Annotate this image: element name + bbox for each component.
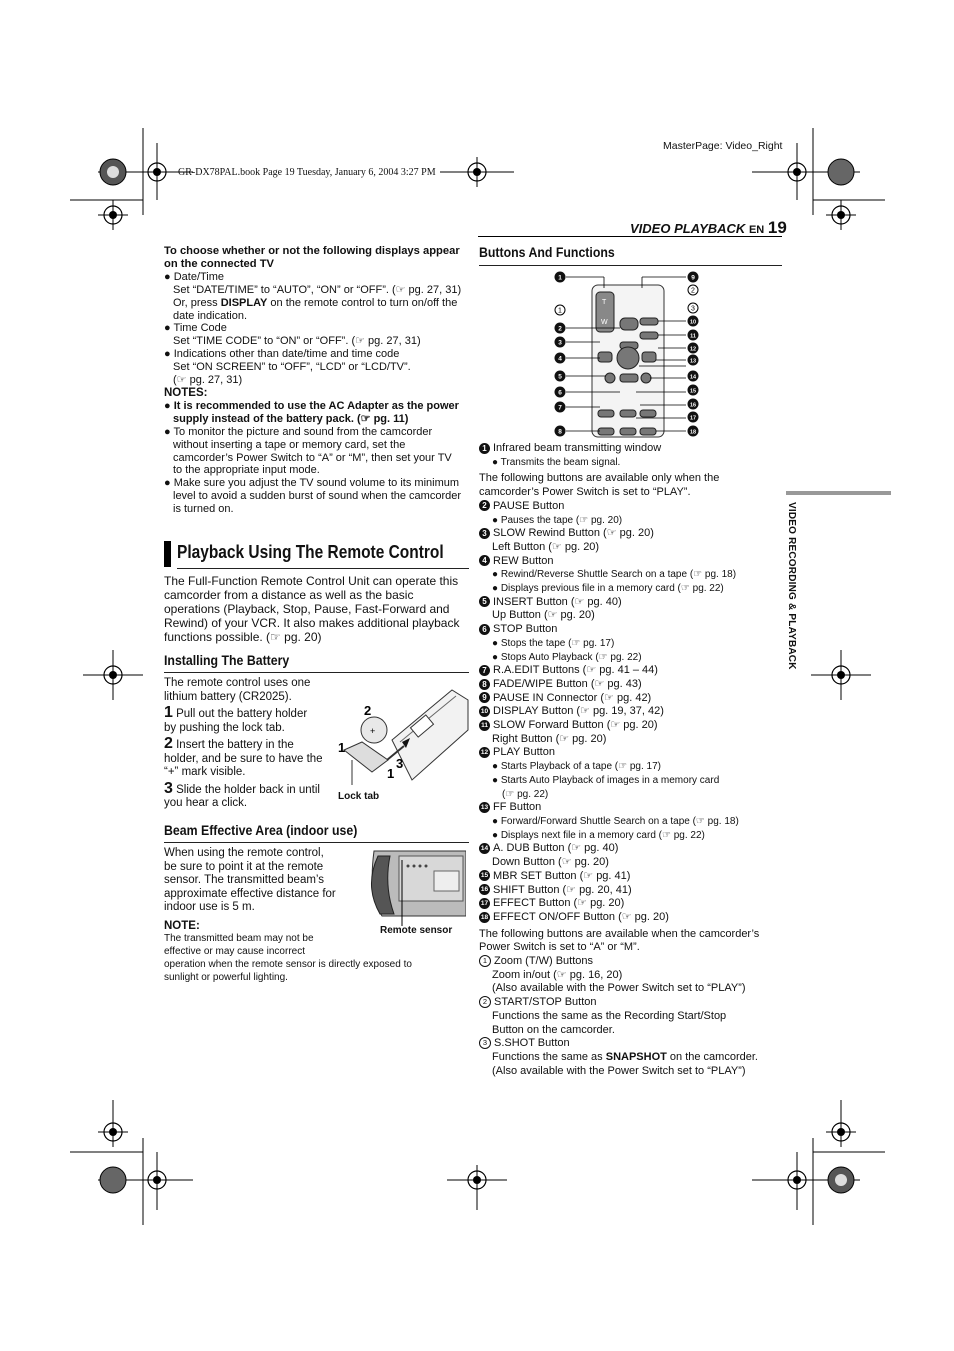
callout-12: 12 [689,346,697,353]
list-sub: Functions the same as the Recording Start/Stop [492,1009,727,1022]
indications-ref: (☞ pg. 27, 31) [173,374,243,387]
list-sub: Left Button (☞ pg. 20) [492,540,600,553]
note-line: operation when the remote sensor is directly exposed to [164,958,412,970]
display-options-section [164,245,469,516]
note-3c: is turned on. [173,503,234,516]
display-heading: To choose whether or not the following displays appear on the connected TV [164,245,460,270]
note-line: sunlight or powerful lighting. [164,971,288,983]
list-sub: ● Starts Playback of a tape (☞ pg. 17) [492,761,661,773]
intro-line: functions possible. (☞ pg. 20) [164,630,322,644]
beam-line: sensor. The transmitted beam’s [164,874,325,886]
note-line: effective or may cause incorrect [164,945,305,957]
title-rule [177,568,469,569]
bullet-date-time: ● Date/Time [164,270,225,283]
list-sub: ● Stops the tape (☞ pg. 17) [492,637,615,649]
button-function-list [479,442,784,1078]
lock-tab-label: Lock tab [338,791,380,802]
list-item: 7 R.A.EDIT Buttons (☞ pg. 41 – 44) [479,664,784,678]
step-1b: by pushing the lock tab. [164,721,285,734]
language-code: EN [748,224,765,236]
callout-1: 1 [558,274,562,282]
beam-text [164,847,354,915]
intro-line: Rewind) of your VCR. It also makes additional playback [164,616,460,630]
callout-2: 2 [558,325,562,333]
remote-sensor-label: Remote sensor [380,925,453,936]
battery-intro: The remote control uses one [164,677,311,689]
callout-16: 16 [689,402,697,409]
bullet-time-code: ● Time Code [164,322,227,335]
step-2b: holder, and be sure to have the [164,752,323,765]
masterpage-label: MasterPage: Video_Right [663,140,783,152]
beam-rule [164,842,469,843]
list-sub: ● Starts Auto Playback of images in a memory card [492,774,720,786]
remote-diagram [540,270,710,442]
list-item: 1 Infrared beam transmitting window [479,442,784,456]
note-section [164,920,464,985]
list-sub: (☞ pg. 22) [502,788,549,800]
svg-text:1: 1 [338,740,346,755]
availability-note: Power Switch is set to “A” or “M”. [479,941,640,954]
note-line: The transmitted beam may not be [164,932,314,944]
note-2d: to the appropriate input mode. [173,464,320,477]
callout-3: 3 [558,339,562,347]
svg-text:2: 2 [364,703,372,718]
callout-14: 14 [689,374,697,381]
list-sub: Functions the same as SNAPSHOT on the camcorder. [492,1050,758,1063]
battery-intro: lithium battery (CR2025). [164,690,292,703]
step-2c: “+” mark visible. [164,766,246,778]
camcorder-illustration [354,846,466,926]
list-sub: Up Button (☞ pg. 20) [492,609,595,622]
battery-heading: Installing The Battery [164,652,290,668]
list-item: 16 SHIFT Button (☞ pg. 20, 41) [480,883,632,896]
list-item: 13 FF Button [480,801,542,814]
buttons-heading: Buttons And Functions [479,244,615,260]
page-number: 19 [767,218,787,237]
callout-13: 13 [689,358,697,365]
note-1: ● It is recommended to use the AC Adapter as the power [164,399,459,412]
header-rule [478,236,782,237]
note-2c: camcorder’s Power Switch to “A” or “M”, then set your TV [173,451,452,464]
step-3b: you hear a click. [164,797,248,809]
main-title: Playback Using The Remote Control [177,542,444,562]
book-info-line: GR-DX78PAL.book Page 19 Tuesday, January 6, 2004 3:27 PM [178,167,436,178]
callout-15: 15 [689,388,697,395]
title-marker [164,541,171,567]
list-item: 1 Zoom (T/W) Buttons [479,955,784,969]
list-item: 14 A. DUB Button (☞ pg. 40) [480,842,619,855]
sidebar-tab-bar [786,491,891,495]
list-item: 4 REW Button [479,555,784,569]
note-2b: without inserting a tape or memory card, set the [173,438,406,451]
sidebar-label: VIDEO RECORDING & PLAYBACK [786,502,797,670]
list-item: 3 SLOW Rewind Button (☞ pg. 20) [479,527,784,541]
date-time-text: Set “DATE/TIME” to “AUTO”, “ON” or “OFF”. (☞ pg. 27, 31) [173,283,462,296]
svg-text:+: + [370,726,376,736]
list-item: 5 INSERT Button (☞ pg. 40) [479,596,784,610]
list-item: 15 MBR SET Button (☞ pg. 41) [480,869,631,882]
step-1: 1 Pull out the battery holder [164,704,308,721]
list-sub: Button on the camcorder. [492,1023,615,1036]
beam-line: approximate effective distance for [164,887,336,900]
list-item: 18 EFFECT ON/OFF Button (☞ pg. 20) [480,910,669,923]
running-header [630,218,787,238]
note-2: ● To monitor the picture and sound from the camcorder [164,425,433,438]
bullet-indications: ● Indications other than date/time and time code [164,348,400,361]
intro-paragraph [164,574,469,644]
section-title: VIDEO PLAYBACK [630,221,746,236]
callout-circled-2: 2 [691,287,695,295]
list-sub: ● Forward/Forward Shuttle Search on a tape (☞ pg. 18) [492,815,739,827]
callout-6: 6 [558,389,562,397]
list-sub: ● Pauses the tape (☞ pg. 20) [492,514,623,526]
battery-steps [164,677,339,811]
buttons-rule [479,265,782,266]
svg-text:3: 3 [396,756,404,771]
callout-11: 11 [690,333,696,340]
list-item: 2 PAUSE Button [479,500,784,514]
w-label: W [601,319,608,326]
list-sub: Zoom in/out (☞ pg. 16, 20) [492,968,623,981]
list-item: 10 DISPLAY Button (☞ pg. 19, 37, 42) [480,705,664,718]
callout-18: 18 [689,429,697,436]
callout-8: 8 [558,428,562,436]
beam-line: indoor use is 5 m. [164,901,255,913]
list-sub: ● Stops Auto Playback (☞ pg. 22) [492,651,642,663]
list-item: 3 S.SHOT Button [479,1037,784,1051]
beam-line: be sure to point it at the remote [164,860,324,873]
indications-text: Set “ON SCREEN” to “OFF”, “LCD” or “LCD/TV”. [173,361,411,374]
callout-circled-1: 1 [558,307,562,315]
list-sub: Down Button (☞ pg. 20) [492,856,609,869]
list-item: 9 PAUSE IN Connector (☞ pg. 42) [479,692,784,706]
note-3: ● Make sure you adjust the TV sound volume to its minimum [164,477,460,490]
availability-note: The following buttons are available only when the [479,472,720,485]
callout-7: 7 [558,404,562,412]
list-sub: ● Transmits the beam signal. [492,456,621,468]
step-3: 3 Slide the holder back in until [164,779,320,797]
list-item: 12 PLAY Button [480,746,555,759]
notes-title: NOTES: [164,386,208,399]
callout-5: 5 [558,373,562,381]
t-label: T [602,299,607,306]
intro-line: camcorder from a distance as well as the basic [164,588,414,602]
list-sub: ● Displays previous file in a memory card (☞ pg. 22) [492,583,724,595]
beam-line: When using the remote control, [164,847,324,859]
availability-note: The following buttons are available when the camcorder’s [479,927,760,940]
list-sub: (Also available with the Power Switch set to “PLAY”) [492,1064,746,1077]
note-1b: supply instead of the battery pack. (☞ pg. 11) [173,412,409,425]
time-code-text: Set “TIME CODE” to “ON” or “OFF”. (☞ pg. 27, 31) [173,335,421,348]
list-item: 17 EFFECT Button (☞ pg. 20) [480,897,625,910]
battery-rule [164,672,469,673]
list-sub: ● Rewind/Reverse Shuttle Search on a tape (☞ pg. 18) [492,569,737,581]
date-time-last: date indication. [173,309,247,322]
note-title: NOTE: [164,920,200,932]
callout-17: 17 [689,415,697,422]
list-item: 8 FADE/WIPE Button (☞ pg. 43) [479,678,784,692]
list-item: 11 SLOW Forward Button (☞ pg. 20) [479,719,784,733]
intro-line: The Full-Function Remote Control Unit can operate this [164,574,459,588]
date-time-or: Or, press DISPLAY on the remote control to turn on/off the [173,296,458,309]
list-item: 6 STOP Button [479,623,784,637]
list-sub: Right Button (☞ pg. 20) [492,732,607,745]
callout-10: 10 [689,319,697,326]
step-2: 2 Insert the battery in the [164,735,294,752]
callout-circled-3: 3 [691,305,695,313]
list-sub: (Also available with the Power Switch set to “PLAY”) [492,982,746,995]
callout-9: 9 [691,274,695,282]
note-3b: level to avoid a sudden burst of sound when the camcorder [173,490,462,503]
svg-text:1: 1 [387,766,395,781]
list-sub: ● Displays next file in a memory card (☞ pg. 22) [492,829,705,841]
beam-heading: Beam Effective Area (indoor use) [164,822,358,838]
availability-note: camcorder’s Power Switch is set to “PLAY”. [479,486,691,499]
list-item: 2 START/STOP Button [479,996,784,1010]
callout-4: 4 [558,355,562,363]
intro-line: operations (Playback, Stop, Pause, Fast-Forward and [164,602,450,616]
